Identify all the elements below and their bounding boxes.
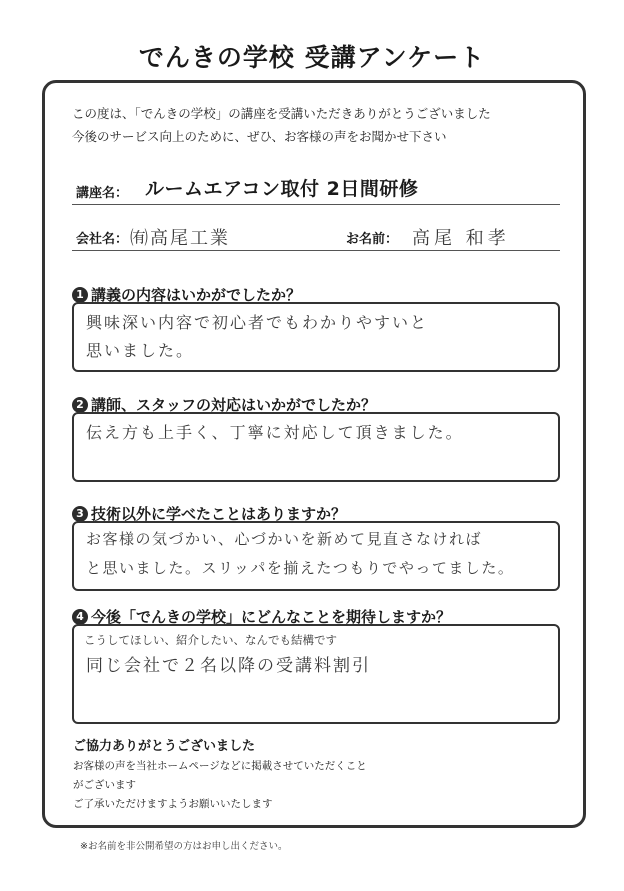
intro-line-1: この度は、「でんきの学校」の講座を受講いただきありがとうございました [72,106,491,121]
question-3-answer-line-1: お客様の気づかい、心づかいを新めて見直さなければ [86,530,483,548]
question-2-number: 2 [72,397,88,413]
closing-line-1: お客様の声を当社ホームページなどに掲載させていただくこと [73,760,367,772]
question-2-answer-line-1: 伝え方も上手く、丁寧に対応して頂きました。 [86,423,464,442]
question-1-answer-line-2: 思いました。 [86,341,195,360]
course-label: 講座名： [76,186,129,201]
question-1-text: 講義の内容はいかがでしたか？ [91,286,302,304]
name-underline [72,250,560,251]
question-4-number: 4 [72,609,88,625]
page-title: でんきの学校 受講アンケート [138,43,486,72]
question-3-text: 技術以外に学べたことはありますか？ [91,505,347,523]
question-4-text: 今後「でんきの学校」にどんなことを期待しますか？ [91,608,452,626]
closing-thanks: ご協力ありがとうございました [73,739,256,754]
company-label: 会社名： [76,232,129,247]
closing-line-3: ご了承いただけますようお願いいたします [73,798,273,810]
question-3-answer-line-2: と思いました。スリッパを揃えたつもりでやってました。 [86,559,515,577]
question-4-hint: こうしてほしい、紹介したい、なんでも結構です [84,633,337,647]
footnote: ※お名前を非公開希望の方はお申し出ください。 [80,841,288,852]
company-value[interactable]: ㈲高尾工業 [130,228,230,249]
course-name: ルームエアコン取付 2日間研修 [145,178,419,200]
name-value[interactable]: 高尾 和孝 [412,228,510,249]
closing-line-2: がございます [73,779,136,791]
question-2-text: 講師、スタッフの対応はいかがでしたか？ [91,396,377,414]
question-1-answer-line-1: 興味深い内容で初心者でもわかりやすいと [86,313,429,332]
question-4-answer-line-1: 同じ会社で２名以降の受講料割引 [86,656,371,676]
name-label: お名前： [346,232,399,247]
intro-line-2: 今後のサービス向上のために、ぜひ、お客様の声をお聞かせ下さい [72,129,447,144]
course-underline [72,204,560,205]
question-3-number: 3 [72,506,88,522]
question-1-number: 1 [72,287,88,303]
